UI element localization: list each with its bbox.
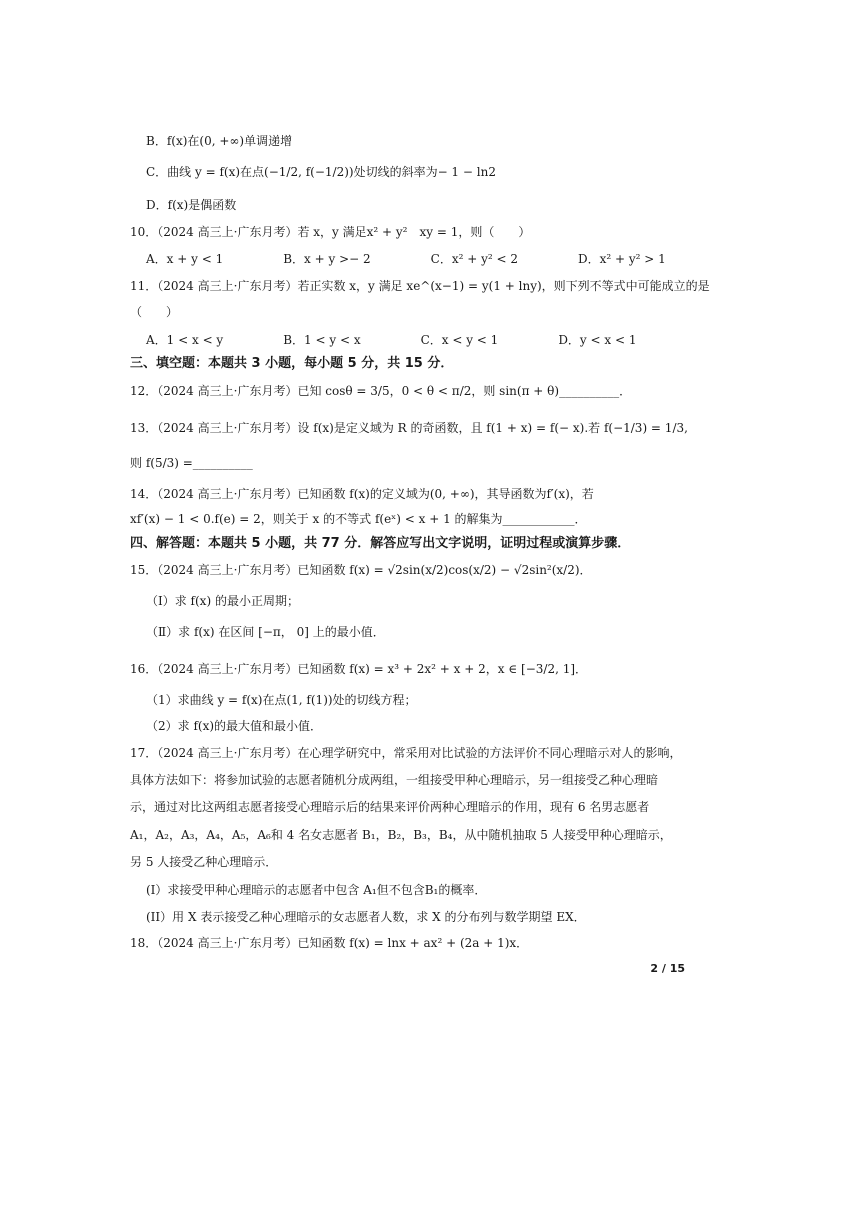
question-17: 17．（2024 高三上·广东月考）在心理学研究中，常采用对比试验的方法评价不同心理暗示对人的影响， <box>130 746 682 760</box>
question-16-part2: （2）求 f(x)的最大值和最小值． <box>146 719 323 733</box>
question-12: 12．（2024 高三上·广东月考）已知 cosθ = 3/5，0 < θ < π/2，则 sin(π + θ)__________． <box>130 384 632 398</box>
question-17-part1: (I）求接受甲种心理暗示的志愿者中包含 A₁但不包含B₁的概率． <box>146 883 487 897</box>
question-15-part2: （Ⅱ）求 f(x) 在区间 [−π， 0] 上的最小值． <box>146 625 385 639</box>
question-14: 14．（2024 高三上·广东月考）已知函数 f(x)的定义域为(0, +∞)，其导函数为f′(x)，若 <box>130 487 594 501</box>
question-13: 13．（2024 高三上·广东月考）设 f(x)是定义域为 R 的奇函数，且 f(1 + x) = f(− x).若 f(−1/3) = 1/3, <box>130 421 688 435</box>
question-16-part1: （1）求曲线 y = f(x)在点(1, f(1))处的切线方程； <box>146 693 417 707</box>
options-11: A．1 < x < y B．1 < y < x C．x < y < 1 D．y < x < 1 <box>146 333 637 347</box>
question-18: 18．（2024 高三上·广东月考）已知函数 f(x) = lnx + ax² + (2a + 1)x． <box>130 936 529 950</box>
section-three-heading: 三、填空题：本题共 3 小题，每小题 5 分，共 15 分． <box>130 356 454 371</box>
section-four-heading: 四、解答题：本题共 5 小题，共 77 分．解答应写出文字说明，证明过程或演算步骤． <box>130 536 631 551</box>
question-11: 11．（2024 高三上·广东月考）若正实数 x，y 满足 xe^(x−1) = y(1 + lny)，则下列不等式中可能成立的是 <box>130 279 710 293</box>
question-17-line3: 示，通过对比这两组志愿者接受心理暗示后的结果来评价两种心理暗示的作用，现有 6 名男志愿者 <box>130 800 650 814</box>
question-14-cont: xf′(x) − 1 < 0.f(e) = 2，则关于 x 的不等式 f(eˣ) < x + 1 的解集为____________． <box>130 512 587 526</box>
question-15: 15．（2024 高三上·广东月考）已知函数 f(x) = √2sin(x/2)cos(x/2) − √2sin²(x/2)． <box>130 563 592 577</box>
question-17-line2: 具体方法如下：将参加试验的志愿者随机分成两组，一组接受甲种心理暗示，另一组接受乙种心理暗 <box>130 773 659 787</box>
question-11-paren: （ ） <box>130 305 179 319</box>
question-16: 16．（2024 高三上·广东月考）已知函数 f(x) = x³ + 2x² + x + 2，x ∈ [−3/2, 1]． <box>130 662 588 676</box>
option-9b: B．f(x)在(0, +∞)单调递增 <box>146 134 293 148</box>
page-number: 2 / 15 <box>650 962 685 975</box>
option-9c: C．曲线 y = f(x)在点(−1/2, f(−1/2))处切线的斜率为− 1 − ln2 <box>146 165 496 179</box>
options-10: A．x + y < 1 B．x + y >− 2 C．x² + y² < 2 D．x² + y² > 1 <box>146 252 666 266</box>
question-15-part1: （Ⅰ）求 f(x) 的最小正周期； <box>146 594 299 608</box>
question-17-line5: 另 5 人接受乙种心理暗示． <box>130 855 278 869</box>
question-10: 10．（2024 高三上·广东月考）若 x，y 满足x² + y² xy = 1，则（ ） <box>130 225 531 239</box>
question-17-part2: (II）用 X 表示接受乙种心理暗示的女志愿者人数，求 X 的分布列与数学期望 EX． <box>146 910 586 924</box>
question-17-line4: A₁，A₂，A₃，A₄，A₅，A₆和 4 名女志愿者 B₁，B₂，B₃，B₄，从中随机抽取 5 人接受甲种心理暗示， <box>130 828 672 842</box>
option-9d: D．f(x)是偶函数 <box>146 198 237 212</box>
question-13-cont: 则 f(5/3) =__________ <box>130 456 253 470</box>
